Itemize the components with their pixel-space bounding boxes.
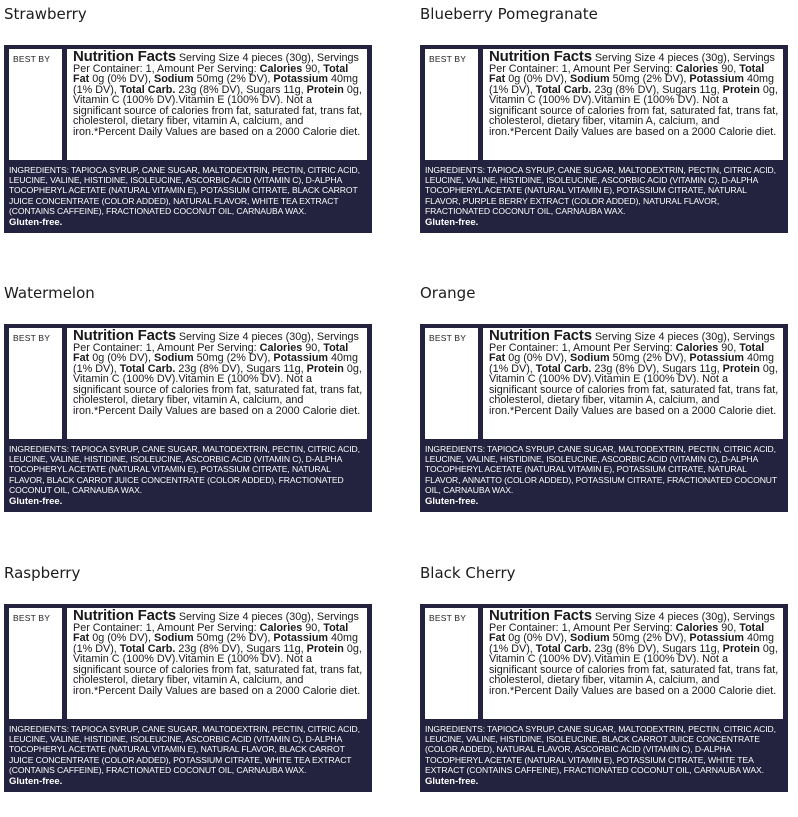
potassium-value: 40mg (1% DV), (73, 73, 359, 96)
ingredients-text: INGREDIENTS: TAPIOCA SYRUP, CANE SUGAR, MALTODEXTRIN, PECTIN, CITRIC ACID, LEUCINE, VALINE, HISTIDINE, ISOLEUCINE, ASCORBIC ACID (VITAMIN C), D-ALPHA TOCOPHERYL ACETATE (NATURAL VITAMIN E), POTASSIUM CITRATE, NATURAL FLAVOR, BLACK CARROT JUICE CONCENTRATE (COLOR ADDED), FRACTIONATED COCONUT OIL, CARNAUBA WAX. (9, 444, 360, 495)
potassium-value: 40mg (1% DV), (489, 352, 775, 375)
calories-label: Calories (675, 341, 719, 354)
sodium-value: 50mg (2% DV), (196, 352, 271, 364)
nutrition-facts-panel (483, 608, 783, 719)
calories-value: 90, (305, 621, 321, 634)
nutrition-label (420, 604, 788, 792)
nutrition-label (420, 324, 788, 512)
total-fat-label: Total Fat (489, 341, 765, 364)
sodium-label: Sodium (154, 632, 194, 644)
total-fat-label: Total Fat (489, 621, 765, 644)
sodium-label: Sodium (570, 73, 610, 85)
servings-per-container: Servings Per Container: 1, Amount Per Serving: (73, 611, 359, 634)
total-carb-value: 23g (8% DV), (594, 362, 660, 375)
calories-label: Calories (259, 341, 303, 354)
calories-value: 90, (305, 341, 321, 354)
total-fat-value: 0g (0% DV), (92, 632, 152, 644)
potassium-label: Potassium (689, 632, 745, 644)
gluten-free-note: Gluten-free. (425, 496, 479, 508)
nutrition-label (420, 45, 788, 233)
serving-size: Serving Size 4 pieces (30g), (178, 52, 314, 64)
servings-per-container: Servings Per Container: 1, Amount Per Serving: (489, 611, 775, 634)
total-carb-label: Total Carb. (119, 83, 176, 96)
total-carb-value: 23g (8% DV), (178, 83, 244, 96)
ingredients-text: INGREDIENTS: TAPIOCA SYRUP, CANE SUGAR, MALTODEXTRIN, PECTIN, CITRIC ACID, LEUCINE, VALINE, HISTIDINE, ISOLEUCINE, BLACK CARROT JUICE CONCENTRATE (COLOR ADDED), NATURAL FLAVOR, ASCORBIC ACID (VITAMIN C), D-ALPHA TOCOPHERYL ACETATE (NATURAL VITAMIN E), POTASSIUM CITRATE, WHITE TEA EXTRACT (CONTAINS CAFFEINE), FRACTIONATED COCONUT OIL, CARNAUBA WAX. (425, 724, 776, 775)
total-carb-value: 23g (8% DV), (594, 642, 660, 655)
total-fat-label: Total Fat (73, 621, 349, 644)
flavor-name: Watermelon (4, 284, 95, 302)
total-fat-label: Total Fat (73, 341, 349, 364)
gluten-free-note: Gluten-free. (425, 776, 479, 788)
potassium-value: 40mg (1% DV), (489, 632, 775, 655)
nutrition-facts-panel (67, 608, 367, 719)
gluten-free-note: Gluten-free. (9, 217, 63, 229)
serving-size: Serving Size 4 pieces (30g), (178, 331, 314, 343)
sugars: Sugars 11g, (246, 642, 304, 655)
protein-label: Protein (722, 83, 760, 96)
serving-size: Serving Size 4 pieces (30g), (594, 52, 730, 64)
vitamins-note: Vitamin C (100% DV).Vitamin E (100% DV). Not a significant source of calories from fat, saturated fat, trans fat, cholesterol, dietary fiber, vitamin A, calcium, and iron.*Percent Daily Values are based on a 2000 Calorie diet. (73, 653, 363, 697)
total-carb-label: Total Carb. (119, 642, 176, 655)
flavor-name: Black Cherry (420, 564, 516, 582)
sugars: Sugars 11g, (662, 83, 720, 96)
nutrition-label (4, 45, 372, 233)
total-fat-value: 0g (0% DV), (508, 632, 568, 644)
servings-per-container: Servings Per Container: 1, Amount Per Serving: (73, 52, 359, 75)
calories-value: 90, (721, 62, 737, 75)
sodium-value: 50mg (2% DV), (196, 632, 271, 644)
total-fat-value: 0g (0% DV), (92, 73, 152, 85)
gluten-free-note: Gluten-free. (425, 217, 479, 229)
sodium-label: Sodium (570, 352, 610, 364)
nutrition-facts-panel (67, 328, 367, 439)
total-carb-label: Total Carb. (535, 83, 592, 96)
total-fat-label: Total Fat (489, 62, 765, 85)
nutrition-facts-title: Nutrition Facts (73, 328, 176, 344)
best-by-box: BEST BY (425, 608, 478, 719)
total-fat-value: 0g (0% DV), (508, 352, 568, 364)
nutrition-facts-title: Nutrition Facts (489, 328, 592, 344)
protein-label: Protein (306, 642, 344, 655)
calories-value: 90, (721, 621, 737, 634)
sugars: Sugars 11g, (662, 642, 720, 655)
potassium-value: 40mg (1% DV), (73, 632, 359, 655)
total-carb-label: Total Carb. (535, 362, 592, 375)
calories-label: Calories (259, 621, 303, 634)
ingredients-text: INGREDIENTS: TAPIOCA SYRUP, CANE SUGAR, MALTODEXTRIN, PECTIN, CITRIC ACID, LEUCINE, VALINE, HISTIDINE, ISOLEUCINE, ASCORBIC ACID (VITAMIN C), D-ALPHA TOCOPHERYL ACETATE (NATURAL VITAMIN E), POTASSIUM CITRATE, BLACK CARROT JUICE CONCENTRATE (COLOR ADDED), NATURAL FLAVOR, WHITE TEA EXTRACT (CONTAINS CAFFEINE), FRACTIONATED COCONUT OIL, CARNAUBA WAX. (9, 165, 360, 216)
calories-label: Calories (675, 62, 719, 75)
nutrition-facts-panel (67, 49, 367, 160)
best-by-box: BEST BY (9, 49, 62, 160)
potassium-label: Potassium (273, 352, 329, 364)
protein-label: Protein (722, 642, 760, 655)
nutrition-facts-title: Nutrition Facts (73, 49, 176, 65)
best-by-box: BEST BY (425, 49, 478, 160)
total-carb-label: Total Carb. (119, 362, 176, 375)
calories-label: Calories (259, 62, 303, 75)
ingredients-text: INGREDIENTS: TAPIOCA SYRUP, CANE SUGAR, MALTODEXTRIN, PECTIN, CITRIC ACID, LEUCINE, VALINE, HISTIDINE, ISOLEUCINE, ASCORBIC ACID (VITAMIN C), D-ALPHA TOCOPHERYL ACETATE (NATURAL VITAMIN E), NATURAL FLAVOR, BLACK CARROT JUICE CONCENTRATE (COLOR ADDED), POTASSIUM CITRATE, WHITE TEA EXTRACT (CONTAINS CAFFEINE), FRACTIONATED COCONUT OIL, CARNAUBA WAX. (9, 724, 360, 775)
protein-value: 0g, (346, 642, 362, 655)
potassium-label: Potassium (689, 352, 745, 364)
protein-value: 0g, (346, 362, 362, 375)
servings-per-container: Servings Per Container: 1, Amount Per Serving: (489, 52, 775, 75)
sodium-label: Sodium (154, 73, 194, 85)
ingredients-text: INGREDIENTS: TAPIOCA SYRUP, CANE SUGAR, MALTODEXTRIN, PECTIN, CITRIC ACID, LEUCINE, VALINE, HISTIDINE, ISOLEUCINE, ASCORBIC ACID (VITAMIN C), D-ALPHA TOCOPHERYL ACETATE (NATURAL VITAMIN E), POTASSIUM CITRATE, NATURAL FLAVOR, ANNATTO (COLOR ADDED), POTASSIUM CITRATE, FRACTIONATED COCONUT OIL, CARNAUBA WAX. (425, 444, 777, 495)
total-fat-value: 0g (0% DV), (508, 73, 568, 85)
protein-label: Protein (306, 362, 344, 375)
total-carb-value: 23g (8% DV), (178, 362, 244, 375)
potassium-label: Potassium (689, 73, 745, 85)
best-by-box: BEST BY (9, 608, 62, 719)
nutrition-facts-title: Nutrition Facts (489, 608, 592, 624)
potassium-label: Potassium (273, 632, 329, 644)
gluten-free-note: Gluten-free. (9, 496, 63, 508)
servings-per-container: Servings Per Container: 1, Amount Per Serving: (489, 331, 775, 354)
protein-label: Protein (306, 83, 344, 96)
protein-value: 0g, (762, 642, 778, 655)
calories-value: 90, (305, 62, 321, 75)
sodium-label: Sodium (570, 632, 610, 644)
potassium-value: 40mg (1% DV), (73, 352, 359, 375)
total-carb-value: 23g (8% DV), (594, 83, 660, 96)
best-by-box: BEST BY (425, 328, 478, 439)
servings-per-container: Servings Per Container: 1, Amount Per Serving: (73, 331, 359, 354)
serving-size: Serving Size 4 pieces (30g), (594, 611, 730, 623)
total-fat-label: Total Fat (73, 62, 349, 85)
serving-size: Serving Size 4 pieces (30g), (178, 611, 314, 623)
sugars: Sugars 11g, (246, 362, 304, 375)
nutrition-label (4, 324, 372, 512)
sodium-value: 50mg (2% DV), (612, 632, 687, 644)
vitamins-note: Vitamin C (100% DV).Vitamin E (100% DV). Not a significant source of calories from fat, saturated fat, trans fat, cholesterol, dietary fiber, vitamin A, calcium, and iron.*Percent Daily Values are based on a 2000 Calorie diet. (73, 94, 363, 138)
sugars: Sugars 11g, (246, 83, 304, 96)
protein-value: 0g, (762, 83, 778, 96)
vitamins-note: Vitamin C (100% DV).Vitamin E (100% DV). Not a significant source of calories from fat, saturated fat, trans fat, cholesterol, dietary fiber, vitamin A, calcium, and iron.*Percent Daily Values are based on a 2000 Calorie diet. (489, 94, 779, 138)
vitamins-note: Vitamin C (100% DV).Vitamin E (100% DV). Not a significant source of calories from fat, saturated fat, trans fat, cholesterol, dietary fiber, vitamin A, calcium, and iron.*Percent Daily Values are based on a 2000 Calorie diet. (489, 653, 779, 697)
flavor-name: Orange (420, 284, 476, 302)
sodium-value: 50mg (2% DV), (612, 73, 687, 85)
serving-size: Serving Size 4 pieces (30g), (594, 331, 730, 343)
protein-label: Protein (722, 362, 760, 375)
total-carb-label: Total Carb. (535, 642, 592, 655)
nutrition-facts-title: Nutrition Facts (489, 49, 592, 65)
potassium-label: Potassium (273, 73, 329, 85)
total-carb-value: 23g (8% DV), (178, 642, 244, 655)
calories-label: Calories (675, 621, 719, 634)
flavor-name: Strawberry (4, 5, 87, 23)
best-by-box: BEST BY (9, 328, 62, 439)
sugars: Sugars 11g, (662, 362, 720, 375)
protein-value: 0g, (762, 362, 778, 375)
flavor-name: Raspberry (4, 564, 81, 582)
sodium-value: 50mg (2% DV), (196, 73, 271, 85)
ingredients-text: INGREDIENTS: TAPIOCA SYRUP, CANE SUGAR, MALTODEXTRIN, PECTIN, CITRIC ACID, LEUCINE, VALINE, HISTIDINE, ISOLEUCINE, ASCORBIC ACID (VITAMIN C), D-ALPHA TOCOPHERYL ACETATE (NATURAL VITAMIN E), POTASSIUM CITRATE, NATURAL FLAVOR, PURPLE BERRY EXTRACT (COLOR ADDED), NATURAL FLAVOR, FRACTIONATED COCONUT OIL, CARNAUBA WAX. (425, 165, 776, 216)
flavor-name: Blueberry Pomegranate (420, 5, 598, 23)
total-fat-value: 0g (0% DV), (92, 352, 152, 364)
sodium-value: 50mg (2% DV), (612, 352, 687, 364)
calories-value: 90, (721, 341, 737, 354)
nutrition-facts-title: Nutrition Facts (73, 608, 176, 624)
nutrition-label (4, 604, 372, 792)
gluten-free-note: Gluten-free. (9, 776, 63, 788)
sodium-label: Sodium (154, 352, 194, 364)
potassium-value: 40mg (1% DV), (489, 73, 775, 96)
vitamins-note: Vitamin C (100% DV).Vitamin E (100% DV). Not a significant source of calories from fat, saturated fat, trans fat, cholesterol, dietary fiber, vitamin A, calcium, and iron.*Percent Daily Values are based on a 2000 Calorie diet. (489, 373, 779, 417)
vitamins-note: Vitamin C (100% DV).Vitamin E (100% DV). Not a significant source of calories from fat, saturated fat, trans fat, cholesterol, dietary fiber, vitamin A, calcium, and iron.*Percent Daily Values are based on a 2000 Calorie diet. (73, 373, 363, 417)
protein-value: 0g, (346, 83, 362, 96)
nutrition-facts-panel (483, 328, 783, 439)
nutrition-facts-panel (483, 49, 783, 160)
